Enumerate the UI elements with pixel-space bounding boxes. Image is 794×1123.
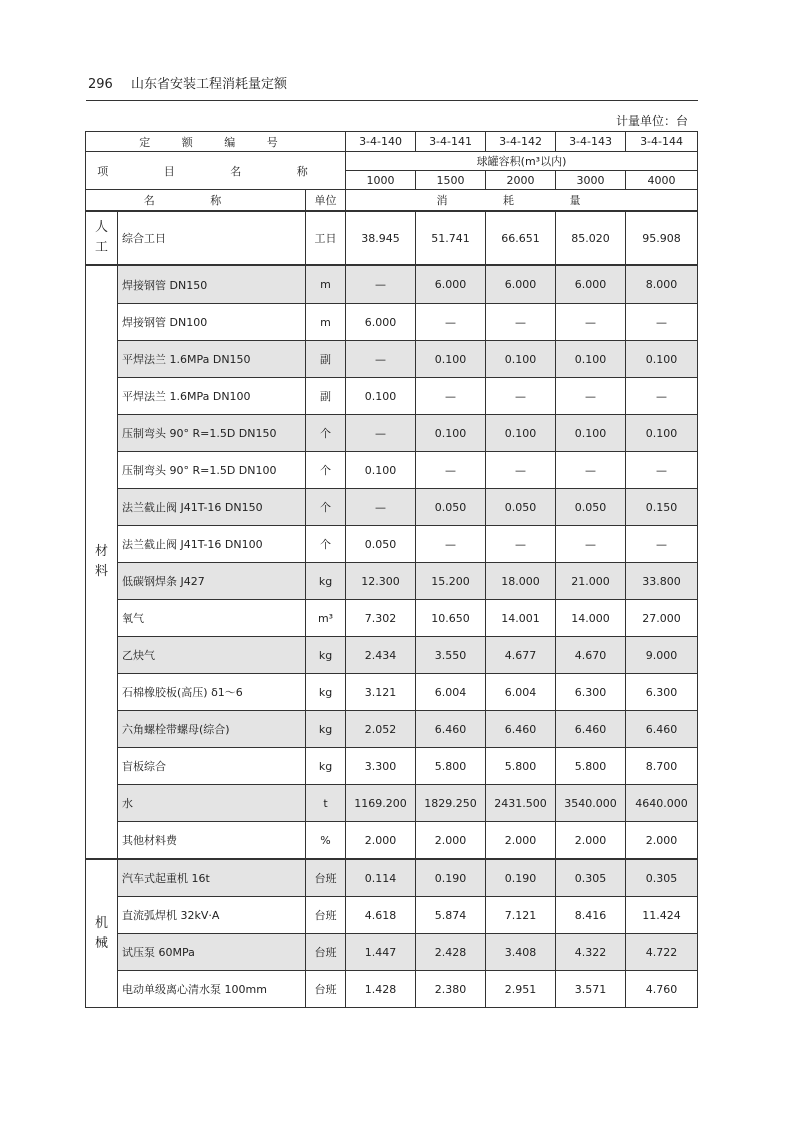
item-value: 6.000 [346,304,416,341]
item-value: 15.200 [416,563,486,600]
item-value: 9.000 [626,637,698,674]
quota-code: 3-4-141 [416,132,486,152]
table-row [86,934,698,971]
table-row [86,711,698,748]
item-value: 4.760 [626,971,698,1008]
item-name: 水 [118,785,306,822]
volume-value: 1500 [416,171,486,190]
header-rule [86,100,698,101]
item-name: 压制弯头 90° R=1.5D DN150 [118,415,306,452]
item-value: 5.800 [486,748,556,785]
item-unit: 副 [306,378,346,415]
item-value: 0.114 [346,859,416,897]
item-name: 综合工日 [118,211,306,265]
item-unit: kg [306,563,346,600]
item-value: — [556,378,626,415]
item-value: 4.322 [556,934,626,971]
category-label [86,211,118,265]
item-value: 0.305 [556,859,626,897]
item-value: 12.300 [346,563,416,600]
table-row [86,415,698,452]
item-name: 电动单级离心清水泵 100mm [118,971,306,1008]
item-value: 3.550 [416,637,486,674]
item-name-label: 项 目 名 称 [86,152,346,190]
item-name: 焊接钢管 DN150 [118,265,306,304]
item-value: 0.100 [626,415,698,452]
table-row [86,304,698,341]
table-row [86,637,698,674]
item-value: 27.000 [626,600,698,637]
item-value: 6.004 [486,674,556,711]
item-value: 2.000 [416,822,486,860]
item-value: 5.800 [556,748,626,785]
table-row [86,748,698,785]
item-value: 2.000 [626,822,698,860]
item-name: 低碳钢焊条 J427 [118,563,306,600]
item-unit: 台班 [306,897,346,934]
item-value: 5.800 [416,748,486,785]
item-name: 石棉橡胶板(高压) δ1～6 [118,674,306,711]
item-value: 6.000 [486,265,556,304]
item-value: 0.050 [346,526,416,563]
quota-code-label: 定 额 编 号 [86,132,346,152]
book-title: 山东省安装工程消耗量定额 [130,77,287,92]
item-name: 氧气 [118,600,306,637]
item-name: 盲板综合 [118,748,306,785]
item-value: 0.305 [626,859,698,897]
item-value: 33.800 [626,563,698,600]
item-name: 乙炔气 [118,637,306,674]
item-name: 法兰截止阀 J41T-16 DN150 [118,489,306,526]
category-char: 材 [94,544,108,559]
item-value: — [416,452,486,489]
item-unit: kg [306,637,346,674]
item-value: 3.121 [346,674,416,711]
item-value: — [626,378,698,415]
item-value: 2.951 [486,971,556,1008]
item-value: 8.416 [556,897,626,934]
table-row [86,265,698,304]
item-value: — [556,526,626,563]
item-name: 汽车式起重机 16t [118,859,306,897]
group-header: 球罐容积(m³以内) [346,152,698,171]
item-value: 0.100 [416,341,486,378]
item-value: 0.100 [486,341,556,378]
item-value: 2431.500 [486,785,556,822]
table-row [86,674,698,711]
item-unit: 个 [306,452,346,489]
item-value: — [556,452,626,489]
name-column-header: 名 称 [86,190,306,212]
item-value: 6.460 [486,711,556,748]
item-value: — [346,341,416,378]
item-value: 10.650 [416,600,486,637]
item-unit: 个 [306,489,346,526]
table-row [86,971,698,1008]
item-value: 3540.000 [556,785,626,822]
item-unit: m [306,304,346,341]
item-unit: m [306,265,346,304]
volume-value: 4000 [626,171,698,190]
item-value: 51.741 [416,211,486,265]
item-value: 5.874 [416,897,486,934]
item-value: — [486,378,556,415]
item-unit: 副 [306,341,346,378]
consumption-header: 消 耗 量 [346,190,698,212]
item-value: 6.000 [416,265,486,304]
item-value: 38.945 [346,211,416,265]
item-name: 法兰截止阀 J41T-16 DN100 [118,526,306,563]
table-row [86,489,698,526]
page-number: 296 [88,77,113,92]
item-value: 4640.000 [626,785,698,822]
item-value: 0.100 [346,452,416,489]
item-value: 0.050 [486,489,556,526]
item-value: 0.100 [556,415,626,452]
item-value: 2.428 [416,934,486,971]
item-value: 6.300 [556,674,626,711]
item-unit: 工日 [306,211,346,265]
item-unit: % [306,822,346,860]
category-label [86,265,118,859]
item-value: 6.300 [626,674,698,711]
table-row [86,341,698,378]
item-unit: 台班 [306,971,346,1008]
item-value: — [626,452,698,489]
table-row [86,859,698,897]
item-name: 平焊法兰 1.6MPa DN150 [118,341,306,378]
item-value: 7.302 [346,600,416,637]
item-unit: kg [306,748,346,785]
quota-code: 3-4-144 [626,132,698,152]
item-value: 11.424 [626,897,698,934]
item-value: 7.121 [486,897,556,934]
item-value: — [556,304,626,341]
item-value: — [346,265,416,304]
item-value: 0.190 [486,859,556,897]
item-value: 2.000 [486,822,556,860]
table-row [86,785,698,822]
item-value: 18.000 [486,563,556,600]
item-value: — [486,452,556,489]
item-value: — [346,489,416,526]
item-value: 2.000 [556,822,626,860]
table-row [86,526,698,563]
item-value: — [626,304,698,341]
item-value: 4.670 [556,637,626,674]
item-value: 14.000 [556,600,626,637]
item-value: 3.300 [346,748,416,785]
item-unit: kg [306,711,346,748]
category-char: 料 [94,564,108,579]
category-char: 工 [94,240,108,255]
unit-note: 计量单位：台 [616,114,689,128]
quota-code: 3-4-143 [556,132,626,152]
item-name: 压制弯头 90° R=1.5D DN100 [118,452,306,489]
item-unit: 台班 [306,934,346,971]
item-value: 6.004 [416,674,486,711]
item-value: — [346,415,416,452]
page-header [88,73,287,92]
item-value: 2.052 [346,711,416,748]
item-value: 66.651 [486,211,556,265]
item-unit: 个 [306,526,346,563]
quota-table [85,131,698,1008]
item-value: 0.150 [626,489,698,526]
item-name: 焊接钢管 DN100 [118,304,306,341]
volume-value: 2000 [486,171,556,190]
volume-value: 3000 [556,171,626,190]
item-unit: m³ [306,600,346,637]
item-value: 0.050 [556,489,626,526]
item-name: 平焊法兰 1.6MPa DN100 [118,378,306,415]
item-value: 1829.250 [416,785,486,822]
table-row [86,378,698,415]
item-value: 3.408 [486,934,556,971]
item-value: 0.100 [556,341,626,378]
item-name: 直流弧焊机 32kV·A [118,897,306,934]
item-name: 其他材料费 [118,822,306,860]
item-value: 14.001 [486,600,556,637]
category-char: 人 [94,220,108,235]
item-value: 8.000 [626,265,698,304]
item-value: — [486,304,556,341]
item-unit: 台班 [306,859,346,897]
table-row [86,211,698,265]
category-char: 械 [94,935,108,951]
item-value: 4.618 [346,897,416,934]
item-value: 0.100 [486,415,556,452]
item-name: 试压泵 60MPa [118,934,306,971]
item-value: 6.460 [626,711,698,748]
item-value: — [416,378,486,415]
item-value: 2.434 [346,637,416,674]
table-row [86,600,698,637]
item-value: 1.447 [346,934,416,971]
item-value: 0.100 [346,378,416,415]
item-value: 8.700 [626,748,698,785]
item-value: 0.100 [626,341,698,378]
item-value: 4.677 [486,637,556,674]
category-char: 机 [94,915,108,931]
item-name: 六角螺栓带螺母(综合) [118,711,306,748]
item-value: 0.100 [416,415,486,452]
item-unit: t [306,785,346,822]
item-value: 95.908 [626,211,698,265]
item-value: 21.000 [556,563,626,600]
item-unit: kg [306,674,346,711]
item-value: 1169.200 [346,785,416,822]
item-value: 6.460 [556,711,626,748]
item-value: 2.380 [416,971,486,1008]
table-row [86,563,698,600]
unit-column-header: 单位 [306,190,346,212]
table-row [86,822,698,860]
item-value: 1.428 [346,971,416,1008]
category-label [86,859,118,1008]
item-value: 6.460 [416,711,486,748]
table-row [86,452,698,489]
item-value: — [626,526,698,563]
item-value: 6.000 [556,265,626,304]
item-value: 85.020 [556,211,626,265]
table-row [86,897,698,934]
item-value: 0.050 [416,489,486,526]
item-value: 2.000 [346,822,416,860]
quota-code: 3-4-142 [486,132,556,152]
item-unit: 个 [306,415,346,452]
quota-code: 3-4-140 [346,132,416,152]
item-value: — [486,526,556,563]
item-value: 3.571 [556,971,626,1008]
volume-value: 1000 [346,171,416,190]
item-value: 0.190 [416,859,486,897]
item-value: — [416,304,486,341]
item-value: — [416,526,486,563]
item-value: 4.722 [626,934,698,971]
